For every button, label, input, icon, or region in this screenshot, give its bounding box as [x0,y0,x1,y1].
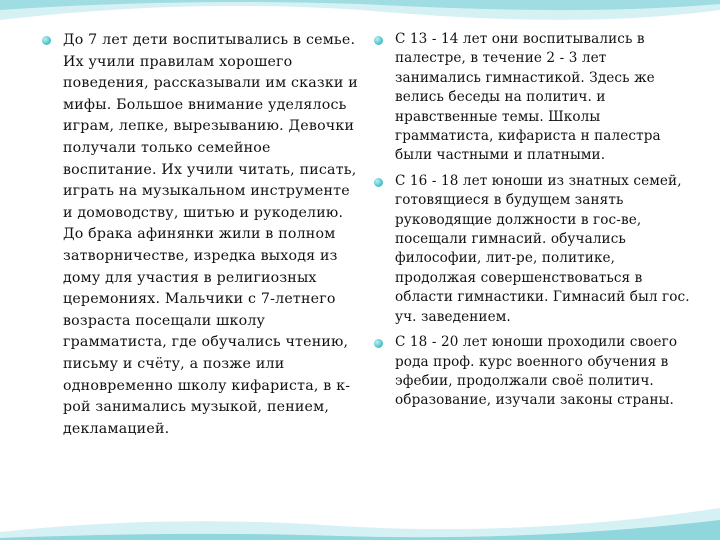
left-text-column [40,30,360,444]
bullet-item [40,30,360,440]
bullet-item [372,30,692,166]
bullet-item [372,172,692,327]
bottom-wave-decoration [0,490,720,540]
bullet-item [372,333,692,411]
bullet-text: С 18 - 20 лет юноши проходили своего рода проф. курс военного обучения в эфебии, продолжали своё политич. образование, изучали законы страны. [395,334,678,409]
bullet-text: До 7 лет дети воспитывались в семье. Их учили правилам хорошего поведения, рассказывали им сказки и мифы. Большое внимание уделялось играм, лепке, вырезыванию. Девочки получали только семейное воспитание. Их учили читать, писать, играть на музыкальном инструменте и домоводству, шитью и рукоделию. До брака афинянки жили в полном затворничестве, изредка выходя из дому для участия в религиозных церемониях. Мальчики с 7-летнего возраста посещали школу грамматиста, где обучались чтению, письму и счёту, а позже или одновременно школу кифариста, в к-рой занимались музыкой, пением, декламацией. [63,32,358,437]
bullet-icon [374,178,383,187]
bullet-text: С 16 - 18 лет юноши из знатных семей, готовящиеся в будущем занять руководящие должности в гос-ве, посещали гимнасий. обучались философии, лит-ре, политике, продолжая совершенствоваться в области гимнастики. Гимнасий был гос. уч. заведением. [395,172,690,325]
bullet-icon [374,36,383,45]
bullet-icon [42,36,51,45]
bullet-text: С 13 - 14 лет они воспитывались в палестре, в течение 2 - 3 лет занимались гимнастикой. Здесь же велись беседы на политич. и нравственные темы. Школы грамматиста, кифариста н палестра были частными и платными. [395,31,661,164]
right-text-column [372,30,692,417]
bullet-icon [374,339,383,348]
